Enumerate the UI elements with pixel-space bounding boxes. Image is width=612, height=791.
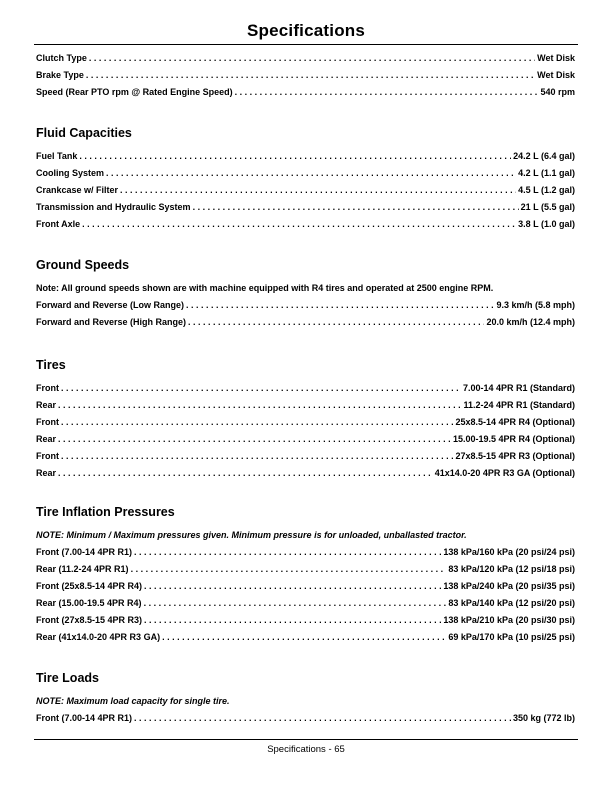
leader-dots [131, 563, 447, 575]
spec-row-transmission [36, 201, 575, 218]
spec-label: Front (25x8.5-14 4PR R4) [36, 581, 143, 591]
leader-dots [58, 399, 461, 411]
spec-label: Front Axle [36, 219, 81, 229]
spec-row-pressure [36, 546, 575, 563]
leader-dots [61, 416, 453, 428]
spec-row-crankcase [36, 184, 575, 201]
spec-label: Rear [36, 434, 57, 444]
spec-value: 138 kPa/240 kPa (20 psi/35 psi) [443, 581, 575, 591]
section-heading: Ground Speeds [36, 258, 130, 272]
tire-inflation-section [36, 505, 575, 648]
leader-dots [106, 167, 516, 179]
spec-row-brake-type [36, 69, 575, 86]
spec-row-tire [36, 382, 575, 399]
page-title: Specifications [246, 21, 366, 40]
spec-value: 138 kPa/160 kPa (20 psi/24 psi) [443, 547, 575, 557]
spec-value: Wet Disk [537, 53, 575, 63]
spec-row-front-axle [36, 218, 575, 235]
leader-dots [61, 450, 453, 462]
spec-value: 3.8 L (1.0 gal) [518, 219, 575, 229]
spec-label: Front [36, 417, 59, 427]
tires-section [36, 358, 575, 484]
leader-dots [79, 150, 511, 162]
spec-value: 9.3 km/h (5.8 mph) [496, 300, 575, 310]
spec-value: 4.5 L (1.2 gal) [518, 185, 575, 195]
section-heading: Tire Inflation Pressures [36, 505, 175, 519]
spec-label: Cooling System [36, 168, 105, 178]
general-section [36, 52, 575, 103]
spec-value: 11.2-24 4PR R1 (Standard) [463, 400, 575, 410]
spec-row-pto-speed [36, 86, 575, 103]
spec-label: Forward and Reverse (Low Range) [36, 300, 185, 310]
header-rule [34, 44, 578, 45]
ground-speeds-section [36, 258, 575, 333]
section-note: Note: All ground speeds shown are with machine equipped with R4 tires and operated at 2500 engine RPM. [36, 283, 494, 293]
spec-row-high-range [36, 316, 575, 333]
spec-label: Front (27x8.5-15 4PR R3) [36, 615, 143, 625]
leader-dots [134, 712, 511, 724]
leader-dots [186, 299, 494, 311]
spec-row-tire [36, 416, 575, 433]
leader-dots [120, 184, 516, 196]
spec-label: Transmission and Hydraulic System [36, 202, 191, 212]
leader-dots [144, 580, 441, 592]
section-note: NOTE: Maximum load capacity for single tire. [36, 696, 230, 706]
spec-value: 27x8.5-15 4PR R3 (Optional) [455, 451, 575, 461]
spec-value: 25x8.5-14 4PR R4 (Optional) [455, 417, 575, 427]
section-heading: Tire Loads [36, 671, 99, 685]
page-footer: Specifications - 65 [267, 744, 345, 755]
spec-label: Front [36, 451, 59, 461]
spec-value: 7.00-14 4PR R1 (Standard) [462, 383, 575, 393]
spec-label: Front (7.00-14 4PR R1) [36, 713, 133, 723]
leader-dots [134, 546, 441, 558]
spec-label: Front (7.00-14 4PR R1) [36, 547, 133, 557]
spec-row-pressure [36, 563, 575, 580]
spec-row-cooling-system [36, 167, 575, 184]
spec-label: Speed (Rear PTO rpm @ Rated Engine Speed) [36, 87, 233, 97]
leader-dots [162, 631, 446, 643]
spec-value: 83 kPa/120 kPa (12 psi/18 psi) [448, 564, 575, 574]
spec-label: Rear [36, 468, 57, 478]
fluid-capacities-section [36, 126, 575, 235]
spec-row-tire [36, 467, 575, 484]
spec-row-pressure [36, 614, 575, 631]
spec-row-clutch-type [36, 52, 575, 69]
footer-rule [34, 739, 578, 740]
spec-value: 4.2 L (1.1 gal) [518, 168, 575, 178]
leader-dots [144, 614, 441, 626]
leader-dots [89, 52, 535, 64]
spec-row-pressure [36, 631, 575, 648]
spec-value: 20.0 km/h (12.4 mph) [486, 317, 575, 327]
section-heading: Tires [36, 358, 66, 372]
spec-value: 540 rpm [540, 87, 575, 97]
spec-row-load [36, 712, 575, 729]
spec-label: Forward and Reverse (High Range) [36, 317, 187, 327]
leader-dots [188, 316, 484, 328]
spec-value: 21 L (5.5 gal) [520, 202, 575, 212]
spec-row-tire [36, 399, 575, 416]
spec-label: Brake Type [36, 70, 84, 80]
spec-value: 138 kPa/210 kPa (20 psi/30 psi) [443, 615, 575, 625]
spec-row-pressure [36, 580, 575, 597]
spec-row-fuel-tank [36, 150, 575, 167]
leader-dots [235, 86, 539, 98]
leader-dots [193, 201, 519, 213]
spec-value: 15.00-19.5 4PR R4 (Optional) [452, 434, 575, 444]
spec-label: Rear (15.00-19.5 4PR R4) [36, 598, 142, 608]
spec-value: 41x14.0-20 4PR R3 GA (Optional) [434, 468, 575, 478]
leader-dots [58, 433, 451, 445]
spec-value: 350 kg (772 lb) [512, 713, 575, 723]
spec-label: Fuel Tank [36, 151, 78, 161]
section-note: NOTE: Minimum / Maximum pressures given. Minimum pressure is for unloaded, unballasted tractor. [36, 530, 467, 540]
leader-dots [144, 597, 447, 609]
spec-label: Rear (41x14.0-20 4PR R3 GA) [36, 632, 161, 642]
tire-loads-section [36, 671, 575, 729]
spec-value: 24.2 L (6.4 gal) [513, 151, 575, 161]
spec-label: Rear [36, 400, 57, 410]
spec-label: Crankcase w/ Filter [36, 185, 119, 195]
spec-value: Wet Disk [537, 70, 575, 80]
section-heading: Fluid Capacities [36, 126, 132, 140]
spec-row-tire [36, 450, 575, 467]
spec-value: 69 kPa/170 kPa (10 psi/25 psi) [448, 632, 575, 642]
leader-dots [58, 467, 433, 479]
spec-value: 83 kPa/140 kPa (12 psi/20 psi) [448, 598, 575, 608]
leader-dots [86, 69, 535, 81]
spec-row-tire [36, 433, 575, 450]
spec-row-low-range [36, 299, 575, 316]
spec-label: Front [36, 383, 59, 393]
spec-row-pressure [36, 597, 575, 614]
leader-dots [82, 218, 516, 230]
spec-label: Clutch Type [36, 53, 87, 63]
leader-dots [61, 382, 461, 394]
spec-label: Rear (11.2-24 4PR R1) [36, 564, 129, 574]
